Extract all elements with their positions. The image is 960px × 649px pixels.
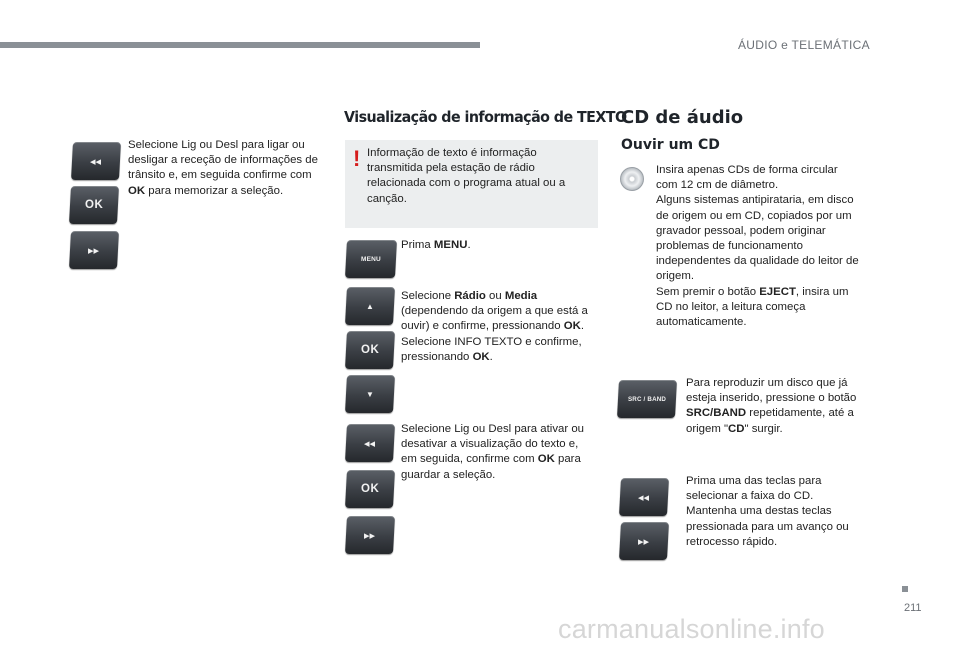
step-press-menu: Prima MENU.	[401, 239, 471, 251]
cd-icon	[620, 167, 644, 191]
ok-button[interactable]: OK	[69, 186, 119, 224]
ok-button-3[interactable]: OK	[345, 470, 395, 508]
section-header: ÁUDIO e TELEMÁTICA	[738, 38, 870, 52]
step-toggle-text: Selecione Lig ou Desl para ativar ou desativar a visualização do texto e, em seguida, confirme com OK para guardar a seleção.	[401, 423, 584, 481]
src-band-button[interactable]: SRC / BAND	[617, 380, 677, 418]
src-paragraph: Para reproduzir um disco que já esteja inserido, pressione o botão SRC/BAND repetidamente, até a origem "CD" surgir.	[686, 377, 857, 435]
forward-icon: ▸▸	[638, 535, 650, 548]
rewind-button-3[interactable]	[619, 478, 669, 516]
watermark: carmanualsonline.info	[558, 614, 825, 644]
page-number: 211	[904, 602, 922, 614]
forward-button-2[interactable]	[345, 516, 395, 554]
section-title-audio-cd: CD de áudio	[621, 107, 744, 128]
forward-button-3[interactable]	[619, 522, 669, 560]
info-note	[345, 140, 598, 228]
forward-button[interactable]	[69, 231, 119, 269]
subtitle-listen-cd: Ouvir um CD	[621, 137, 720, 153]
down-arrow-icon: ▼	[366, 389, 374, 399]
warning-icon: !	[353, 146, 361, 171]
forward-icon: ▸▸	[88, 244, 100, 257]
rewind-icon: ◂◂	[638, 491, 650, 504]
forward-icon: ▸▸	[364, 529, 376, 542]
header-bar	[0, 42, 480, 48]
note-text: Informação de texto é informação transmitida pela estação de rádio relacionada com o programa atual ou a canção.	[367, 147, 566, 205]
cd-paragraph: Insira apenas CDs de forma circular com 12 cm de diâmetro. Alguns sistemas antipirataria, em disco de origem ou em CD, copiados por um gravador pessoal, podem originar problemas de funcionamento independentes da qualidade do leitor de origem. Sem premir o botão EJECT, insira um CD no leitor, a leitura começa automaticamente.	[656, 164, 859, 329]
page-marker	[902, 586, 908, 592]
up-button[interactable]	[345, 287, 395, 325]
menu-button[interactable]: MENU	[345, 240, 397, 278]
step-select-source: Selecione Rádio ou Media (dependendo da origem a que está a ouvir) e confirme, pressionando OK. Selecione INFO TEXTO e confirme, pressionando OK.	[401, 290, 588, 363]
rewind-button[interactable]	[71, 142, 121, 180]
section-title-text-info: Visualização de informação de TEXTO	[344, 108, 627, 126]
rewind-icon: ◂◂	[364, 437, 376, 450]
rewind-button-2[interactable]	[345, 424, 395, 462]
rewind-icon: ◂◂	[90, 155, 102, 168]
ok-button-2[interactable]: OK	[345, 331, 395, 369]
down-button[interactable]	[345, 375, 395, 413]
track-paragraph: Prima uma das teclas para selecionar a faixa do CD. Mantenha uma destas teclas pressionada para um avanço ou retrocesso rápido.	[686, 475, 849, 548]
left-paragraph: Selecione Lig ou Desl para ligar ou desligar a receção de informações de trânsito e, em seguida confirme com OK para memorizar a seleção.	[128, 139, 318, 197]
up-arrow-icon: ▲	[366, 301, 374, 311]
